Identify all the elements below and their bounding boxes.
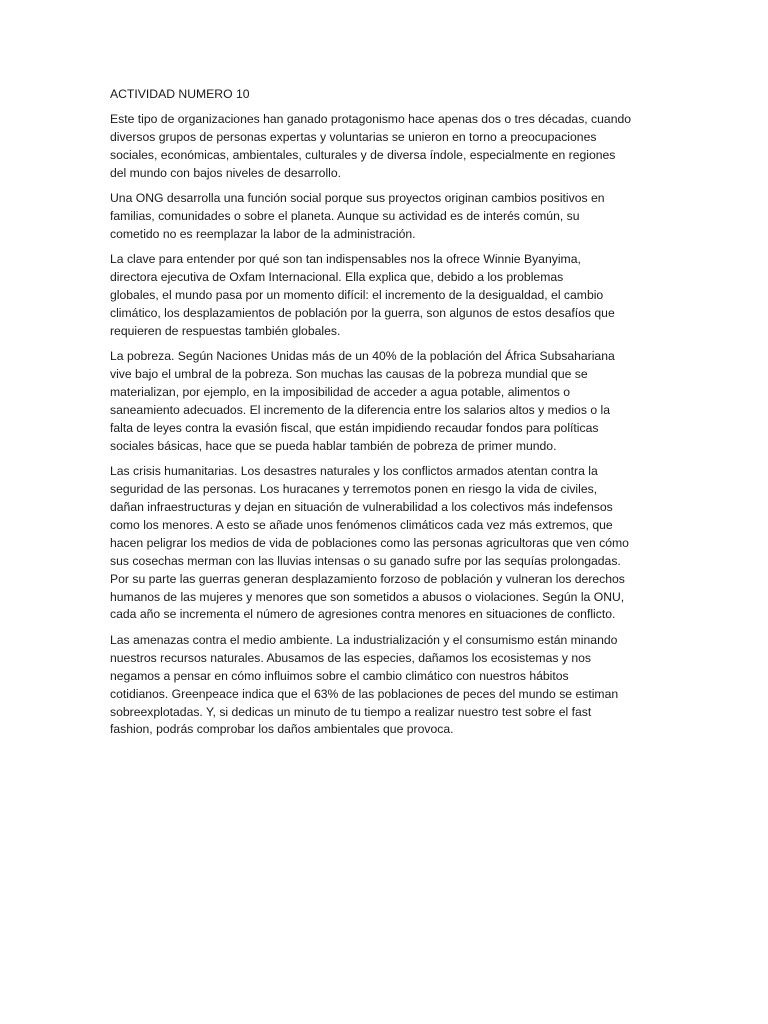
paragraph-line: negamos a pensar en cómo influimos sobre el cambio climático con nuestros hábitos <box>110 668 569 683</box>
paragraph-line: diversos grupos de personas expertas y voluntarias se unieron en torno a preocupaciones <box>110 129 597 144</box>
paragraph-line: cometido no es reemplazar la labor de la administración. <box>110 226 416 241</box>
paragraph-line: globales, el mundo pasa por un momento difícil: el incremento de la desigualdad, el cambio <box>110 288 604 303</box>
paragraph-line: requieren de respuestas también globales. <box>110 323 341 338</box>
document-page <box>110 86 662 747</box>
paragraph-line: saneamiento adecuados. El incremento de la diferencia entre los salarios altos y medios o la <box>110 403 610 417</box>
paragraph-line: Una ONG desarrolla una función social porque sus proyectos originan cambios positivos en <box>110 191 605 206</box>
paragraph-line: cada año se incrementa el número de agresiones contra menores en situaciones de conflicto. <box>110 607 616 622</box>
paragraph-line: sociales básicas, hace que se pueda hablar también de pobreza de primer mundo. <box>110 438 557 453</box>
paragraph-line: sobreexplotadas. Y, si dedicas un minuto de tu tiempo a realizar nuestro test sobre el fast <box>110 704 592 719</box>
paragraph-line: del mundo con bajos niveles de desarrollo. <box>110 165 342 180</box>
paragraph-line: materializan, por ejemplo, en la imposibilidad de acceder a agua potable, alimentos o <box>110 385 571 400</box>
paragraph-line: familias, comunidades o sobre el planeta. Aunque su actividad es de interés común, su <box>110 208 580 223</box>
paragraph-line: vive bajo el umbral de la pobreza. Son muchas las causas de la pobreza mundial que se <box>110 367 588 382</box>
paragraph-line: La clave para entender por qué son tan indispensables nos la ofrece Winnie Byanyima, <box>110 252 581 267</box>
paragraph <box>110 348 662 455</box>
paragraph <box>110 632 662 739</box>
paragraph-line: seguridad de las personas. Los huracanes y terremotos ponen en riesgo la vida de civiles, <box>110 482 598 497</box>
paragraph <box>110 190 662 244</box>
paragraph-line: Las crisis humanitarias. Los desastres naturales y los conflictos armados atentan contra la <box>110 464 598 479</box>
paragraph-line: Este tipo de organizaciones han ganado protagonismo hace apenas dos o tres décadas, cuando <box>110 111 632 126</box>
paragraph-line: Por su parte las guerras generan desplazamiento forzoso de población y vulneran los derechos <box>110 571 625 586</box>
paragraph <box>110 463 662 624</box>
paragraph <box>110 111 662 183</box>
paragraph-line: Las amenazas contra el medio ambiente. La industrialización y el consumismo están minando <box>110 632 618 647</box>
paragraph-line: sociales, económicas, ambientales, culturales y de diversa índole, especialmente en regiones <box>110 147 616 162</box>
paragraph-line: hacen peligrar los medios de vida de poblaciones como las personas agricultoras que ven cómo <box>110 535 629 550</box>
paragraph-line: dañan infraestructuras y dejan en situación de vulnerabilidad a los colectivos más indefensos <box>110 500 613 515</box>
paragraph-line: humanos de las mujeres y menores que son sometidos a abusos o violaciones. Según la ONU, <box>110 589 625 604</box>
paragraph-line: fashion, podrás comprobar los daños ambientales que provoca. <box>110 722 454 737</box>
paragraph-line: climático, los desplazamientos de población por la guerra, son algunos de estos desafíos que <box>110 305 615 320</box>
paragraph-line: cotidianos. Greenpeace indica que el 63% de las poblaciones de peces del mundo se estiman <box>110 686 619 701</box>
document-body <box>110 111 662 739</box>
paragraph <box>110 251 662 341</box>
document-title: ACTIVIDAD NUMERO 10 <box>110 87 250 101</box>
paragraph-line: falta de leyes contra la evasión fiscal, que están impidiendo recaudar fondos para políticas <box>110 420 599 435</box>
paragraph-line: nuestros recursos naturales. Abusamos de las especies, dañamos los ecosistemas y nos <box>110 650 591 665</box>
paragraph-line: directora ejecutiva de Oxfam Internacional. Ella explica que, debido a los problemas <box>110 270 564 285</box>
paragraph-line: sus cosechas merman con las lluvias intensas o su ganado sufre por las sequías prolongadas. <box>110 553 621 568</box>
paragraph-line: La pobreza. Según Naciones Unidas más de un 40% de la población del África Subsahariana <box>110 349 615 364</box>
paragraph-line: como los menores. A esto se añade unos fenómenos climáticos cada vez más extremos, que <box>110 517 613 532</box>
